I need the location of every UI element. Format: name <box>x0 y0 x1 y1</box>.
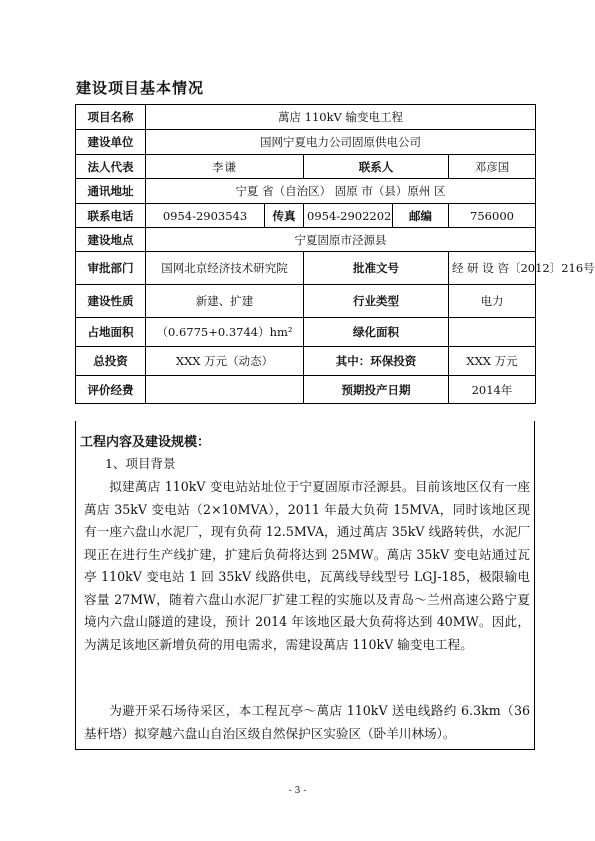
project-name-value: 萬店 110kV 输变电工程 <box>146 105 536 130</box>
fax-value: 0954-2902202 <box>304 204 393 228</box>
address-label: 通讯地址 <box>76 179 146 204</box>
approval-doc-label: 批准文号 <box>304 252 449 285</box>
investment-label: 总投资 <box>76 347 146 376</box>
paragraph-background: 拟建萬店 110kV 变电站站址位于宁夏固原市泾源县。目前该地区仅有一座萬店 35kV 变电站（2×10MVA），2011 年最大负荷 15MVA，同时该地区现有一座六盘山水泥厂，现有负荷 12.5MVA，通过萬店 35kV 线路转供，水泥厂现正在进行生产线扩建，扩建后负荷将达到 25MW。萬店 35kV 变电站通过瓦亭 110kV 变电站 1 回 35kV 线路供电，瓦萬线导线型号 LGJ-185，极限输电容量 27MW，随着六盘山水泥厂扩建工程的实施以及青岛～兰州高速公路宁夏境内六盘山隧道的建设，预计 2014 年该地区最大负荷将达到 40MW。因此，为满足该地区新增负荷的用电需求，需建设萬店 110kV 输变电工程。 <box>84 479 530 652</box>
contact-label: 联系人 <box>304 155 449 179</box>
row-location <box>76 228 536 252</box>
legal-rep-label: 法人代表 <box>76 155 146 179</box>
env-investment-value: XXX 万元 <box>449 347 536 376</box>
approval-dept-label: 审批部门 <box>76 252 146 285</box>
industry-label: 行业类型 <box>304 285 449 318</box>
phone-value: 0954-2903543 <box>146 204 265 228</box>
area-label: 占地面积 <box>76 318 146 347</box>
fax-label: 传真 <box>265 204 304 228</box>
approval-doc-value: 经 研 设 咨〔2012〕216号 <box>449 252 536 285</box>
eval-fee-label: 评价经费 <box>76 376 146 404</box>
postcode-label: 邮编 <box>393 204 449 228</box>
builder-label: 建设单位 <box>76 130 146 155</box>
industry-value: 电力 <box>449 285 536 318</box>
project-name-label: 项目名称 <box>76 105 146 130</box>
nature-label: 建设性质 <box>76 285 146 318</box>
eval-fee-value <box>146 376 304 404</box>
row-investment <box>76 347 536 376</box>
basic-info-table <box>75 104 595 404</box>
row-legal-rep <box>76 155 536 179</box>
operation-date-value: 2014年 <box>449 376 536 404</box>
row-project-name <box>76 105 536 130</box>
builder-value: 国网宁夏电力公司固原供电公司 <box>146 130 536 155</box>
env-investment-label: 其中：环保投资 <box>304 347 449 376</box>
row-nature <box>76 285 536 318</box>
area-value: （0.6775+0.3744）hm² <box>146 318 304 347</box>
row-phone <box>76 204 536 228</box>
operation-date-label: 预期投产日期 <box>304 376 449 404</box>
row-approval <box>76 252 536 285</box>
row-builder <box>76 130 536 155</box>
contact-value: 邓彦国 <box>449 155 536 179</box>
row-area <box>76 318 536 347</box>
subsection-title: 1、项目背景 <box>105 456 176 471</box>
green-value <box>449 318 536 347</box>
paragraph-route: 为避开采石场待采区，本工程瓦亭～萬店 110kV 送电线路约 6.3km（36 基杆塔）拟穿越六盘山自治区级自然保护区实验区（卧羊川林场）。 <box>84 703 530 741</box>
row-address <box>76 179 536 204</box>
phone-label: 联系电话 <box>76 204 146 228</box>
nature-value: 新建、扩建 <box>146 285 304 318</box>
investment-value: XXX 万元（动态） <box>146 347 304 376</box>
location-value: 宁夏固原市泾源县 <box>146 228 536 252</box>
row-eval <box>76 376 536 404</box>
approval-dept-value: 国网北京经济技术研究院 <box>146 252 304 285</box>
postcode-value: 756000 <box>449 204 536 228</box>
address-value: 宁夏 省（自治区） 固原 市（县）原州 区 <box>146 179 536 204</box>
page-title: 建设项目基本情况 <box>76 79 205 97</box>
legal-rep-value: 李谦 <box>146 155 304 179</box>
location-label: 建设地点 <box>76 228 146 252</box>
section-title: 工程内容及建设规模： <box>80 435 211 450</box>
page-number: - 3 - <box>288 786 307 796</box>
green-label: 绿化面积 <box>304 318 449 347</box>
